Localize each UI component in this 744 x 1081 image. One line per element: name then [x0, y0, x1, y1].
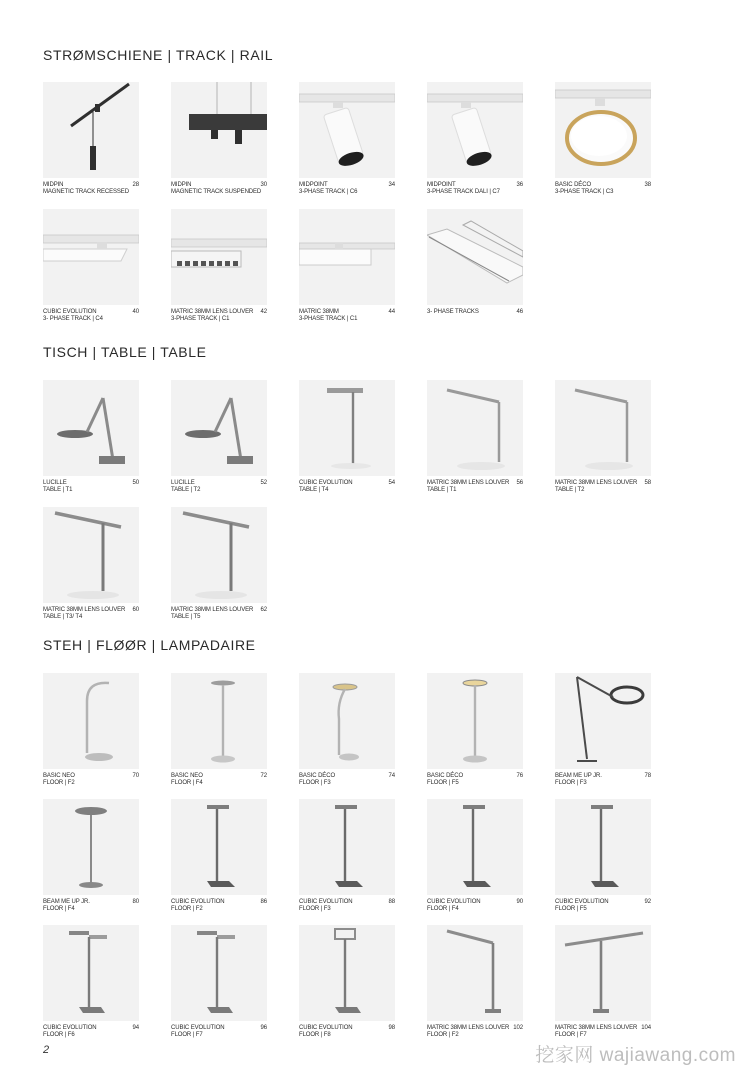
product-card	[299, 82, 395, 195]
product-name: CUBIC EVOLUTION	[43, 1025, 97, 1031]
product-name: CUBIC EVOLUTION	[299, 480, 353, 486]
product-page-number: 58	[644, 480, 651, 486]
product-page-number: 38	[644, 182, 651, 188]
product-name: LUCILLE	[43, 480, 67, 486]
product-variant: 3- PHASE TRACK | C4	[43, 315, 103, 322]
product-caption	[171, 773, 267, 786]
track-pendant-icon	[43, 82, 139, 178]
product-caption	[299, 1025, 395, 1038]
product-image	[427, 380, 523, 476]
product-card	[427, 380, 523, 493]
product-card	[555, 82, 651, 195]
product-page-number: 60	[132, 607, 139, 613]
section-title-track: STRØMSCHIENE | TRACK | RAIL	[43, 47, 274, 63]
product-page-number: 34	[388, 182, 395, 188]
product-caption	[43, 1025, 139, 1038]
product-image	[171, 209, 267, 305]
product-name: BASIC DÉCO	[555, 182, 592, 188]
product-variant: 3-PHASE TRACK | C6	[299, 188, 358, 195]
product-variant: FLOOR | F2	[427, 1031, 459, 1038]
product-card	[43, 82, 139, 195]
product-image	[555, 82, 651, 178]
product-page-number: 96	[260, 1025, 267, 1031]
product-caption	[427, 309, 523, 316]
floor-arc-icon	[43, 673, 139, 769]
product-variant: TABLE | T2	[171, 486, 201, 493]
product-image	[171, 82, 267, 178]
product-card	[555, 673, 651, 786]
product-page-number: 86	[260, 899, 267, 905]
product-caption	[555, 1025, 651, 1038]
product-card	[427, 209, 523, 316]
product-caption	[171, 182, 267, 195]
product-image	[299, 380, 395, 476]
product-variant: FLOOR | F4	[171, 779, 203, 786]
product-name: BEAM ME UP JR.	[43, 899, 90, 905]
product-name: CUBIC EVOLUTION	[171, 899, 225, 905]
product-name: MATRIC 38MM LENS LOUVER	[171, 309, 254, 315]
product-card	[171, 209, 267, 322]
product-card	[171, 925, 267, 1038]
product-name: BASIC DÉCO	[427, 773, 464, 779]
product-variant: FLOOR | F2	[171, 905, 203, 912]
product-card	[43, 380, 139, 493]
floor-cubic-dual-icon	[171, 925, 267, 1021]
product-page-number: 94	[132, 1025, 139, 1031]
product-variant: 3-PHASE TRACK DALI | C7	[427, 188, 500, 195]
section-title-floor: STEH | FLØØR | LAMPADAIRE	[43, 637, 256, 653]
product-page-number: 76	[516, 773, 523, 779]
product-variant: FLOOR | F5	[555, 905, 587, 912]
product-card	[43, 209, 139, 322]
product-image	[299, 673, 395, 769]
product-caption	[299, 773, 395, 786]
product-variant: TABLE | T3/ T4	[43, 613, 83, 620]
track-linear-icon	[299, 209, 395, 305]
product-caption	[171, 1025, 267, 1038]
product-card	[171, 507, 267, 620]
product-image	[43, 507, 139, 603]
product-page-number: 44	[388, 309, 395, 315]
product-image	[555, 673, 651, 769]
desk-lamp-icon	[171, 380, 267, 476]
product-variant: TABLE | T1	[427, 486, 457, 493]
desk-lamp-icon	[43, 380, 139, 476]
product-name: BASIC NEO	[171, 773, 203, 779]
product-name: MIDPIN	[43, 182, 64, 188]
product-name: BEAM ME UP JR.	[555, 773, 602, 779]
product-image	[171, 507, 267, 603]
product-name: MATRIC 38MM LENS LOUVER	[43, 607, 126, 613]
floor-matric-icon	[427, 925, 523, 1021]
track-panel-icon	[43, 209, 139, 305]
product-image	[427, 673, 523, 769]
track-spotlight-icon	[427, 82, 523, 178]
product-name: MATRIC 38MM LENS LOUVER	[171, 607, 254, 613]
product-image	[299, 82, 395, 178]
track-spotlight-icon	[299, 82, 395, 178]
product-caption	[299, 480, 395, 493]
floor-cubic-icon	[427, 799, 523, 895]
product-page-number: 42	[260, 309, 267, 315]
product-caption	[171, 899, 267, 912]
product-card	[427, 82, 523, 195]
product-name: CUBIC EVOLUTION	[555, 899, 609, 905]
product-variant: FLOOR | F7	[555, 1031, 587, 1038]
product-image	[299, 799, 395, 895]
product-image	[43, 209, 139, 305]
product-card	[43, 673, 139, 786]
product-page-number: 56	[516, 480, 523, 486]
product-page-number: 30	[260, 182, 267, 188]
product-page-number: 62	[260, 607, 267, 613]
product-name: MIDPIN	[171, 182, 192, 188]
product-caption	[555, 773, 651, 786]
floor-disc-icon	[171, 673, 267, 769]
floor-arc-deco-icon	[299, 673, 395, 769]
watermark: 挖家网 wajiawang.com	[535, 1045, 736, 1066]
product-name: MIDPOINT	[427, 182, 456, 188]
floor-disc-deco-icon	[427, 673, 523, 769]
track-louver-icon	[171, 209, 267, 305]
product-caption	[43, 899, 139, 912]
product-variant: MAGNETIC TRACK SUSPENDED	[171, 188, 262, 195]
product-image	[427, 209, 523, 305]
product-card	[171, 673, 267, 786]
floor-ring-icon	[43, 799, 139, 895]
product-variant: FLOOR | F3	[299, 905, 331, 912]
product-variant: FLOOR | F3	[299, 779, 331, 786]
product-name: CUBIC EVOLUTION	[299, 899, 353, 905]
product-variant: FLOOR | F6	[43, 1031, 75, 1038]
product-caption	[171, 607, 267, 620]
product-name: BASIC DÉCO	[299, 773, 336, 779]
product-caption	[427, 182, 523, 195]
product-name: LUCILLE	[171, 480, 195, 486]
product-page-number: 70	[132, 773, 139, 779]
product-image	[171, 925, 267, 1021]
product-caption	[43, 480, 139, 493]
product-name: MATRIC 38MM	[299, 309, 339, 315]
product-page-number: 46	[516, 309, 523, 315]
product-page-number: 102	[513, 1025, 523, 1031]
product-page-number: 98	[388, 1025, 395, 1031]
product-page-number: 74	[388, 773, 395, 779]
product-caption	[171, 480, 267, 493]
product-name: CUBIC EVOLUTION	[43, 309, 97, 315]
product-image	[43, 380, 139, 476]
product-caption	[555, 899, 651, 912]
product-caption	[299, 309, 395, 322]
product-card	[299, 380, 395, 493]
product-image	[427, 799, 523, 895]
product-card	[299, 799, 395, 912]
product-caption	[43, 182, 139, 195]
product-caption	[427, 773, 523, 786]
table-matric-t-icon	[43, 507, 139, 603]
product-page-number: 80	[132, 899, 139, 905]
product-image	[171, 673, 267, 769]
product-variant: FLOOR | F4	[427, 905, 459, 912]
product-card	[171, 799, 267, 912]
product-card	[427, 673, 523, 786]
product-variant: 3-PHASE TRACK | C1	[299, 315, 358, 322]
product-variant: 3-PHASE TRACK | C1	[171, 315, 230, 322]
product-card	[299, 209, 395, 322]
product-caption	[299, 899, 395, 912]
product-card	[299, 925, 395, 1038]
product-image	[43, 82, 139, 178]
product-caption	[555, 480, 651, 493]
product-card	[555, 380, 651, 493]
product-caption	[43, 773, 139, 786]
product-page-number: 92	[644, 899, 651, 905]
product-caption	[427, 899, 523, 912]
product-caption	[43, 607, 139, 620]
product-image	[43, 925, 139, 1021]
section-title-table: TISCH | TABLE | TABLE	[43, 344, 207, 360]
product-variant: FLOOR | F2	[43, 779, 75, 786]
product-caption	[43, 309, 139, 322]
product-name: CUBIC EVOLUTION	[427, 899, 481, 905]
product-image	[427, 925, 523, 1021]
track-disc-icon	[555, 82, 651, 178]
product-image	[43, 673, 139, 769]
floor-cubic-dual-icon	[43, 925, 139, 1021]
rail-profile-icon	[427, 209, 523, 305]
floor-cubic-icon	[555, 799, 651, 895]
product-page-number: 88	[388, 899, 395, 905]
product-variant: TABLE | T4	[299, 486, 329, 493]
product-name: MATRIC 38MM LENS LOUVER	[555, 1025, 638, 1031]
product-name: MATRIC 38MM LENS LOUVER	[555, 480, 638, 486]
product-variant: FLOOR | F8	[299, 1031, 331, 1038]
product-name: BASIC NEO	[43, 773, 75, 779]
product-caption	[299, 182, 395, 195]
product-image	[299, 925, 395, 1021]
product-card	[171, 82, 267, 195]
product-page-number: 50	[132, 480, 139, 486]
product-name: MATRIC 38MM LENS LOUVER	[427, 1025, 510, 1031]
product-card	[43, 507, 139, 620]
table-cubic-icon	[299, 380, 395, 476]
product-name: MATRIC 38MM LENS LOUVER	[427, 480, 510, 486]
product-card	[427, 799, 523, 912]
product-caption	[427, 480, 523, 493]
product-page-number: 28	[132, 182, 139, 188]
product-variant: TABLE | T1	[43, 486, 73, 493]
product-variant: FLOOR | F4	[43, 905, 75, 912]
product-variant: FLOOR | F5	[427, 779, 459, 786]
table-matric-t-icon	[171, 507, 267, 603]
product-card	[427, 925, 523, 1038]
product-card	[43, 799, 139, 912]
product-caption	[171, 309, 267, 322]
product-variant: FLOOR | F7	[171, 1031, 203, 1038]
product-card	[555, 925, 651, 1038]
product-caption	[427, 1025, 523, 1038]
product-name: MIDPOINT	[299, 182, 328, 188]
product-page-number: 90	[516, 899, 523, 905]
product-caption	[555, 182, 651, 195]
product-name: 3- PHASE TRACKS	[427, 309, 479, 315]
product-card	[555, 799, 651, 912]
product-page-number: 104	[641, 1025, 651, 1031]
product-image	[43, 799, 139, 895]
suspended-track-icon	[171, 82, 267, 178]
product-variant: TABLE | T5	[171, 613, 201, 620]
floor-matric-t-icon	[555, 925, 651, 1021]
product-page-number: 52	[260, 480, 267, 486]
product-page-number: 78	[644, 773, 651, 779]
product-variant: TABLE | T2	[555, 486, 585, 493]
product-image	[555, 925, 651, 1021]
product-image	[555, 799, 651, 895]
product-page-number: 54	[388, 480, 395, 486]
floor-cubic-quad-icon	[299, 925, 395, 1021]
floor-cubic-icon	[299, 799, 395, 895]
product-page-number: 40	[132, 309, 139, 315]
table-matric-icon	[427, 380, 523, 476]
product-card	[299, 673, 395, 786]
product-page-number: 72	[260, 773, 267, 779]
product-name: CUBIC EVOLUTION	[299, 1025, 353, 1031]
product-variant: MAGNETIC TRACK RECESSED	[43, 188, 129, 195]
product-page-number: 36	[516, 182, 523, 188]
product-image	[171, 799, 267, 895]
product-card	[43, 925, 139, 1038]
floor-ring-arm-icon	[555, 673, 651, 769]
product-name: CUBIC EVOLUTION	[171, 1025, 225, 1031]
product-image	[555, 380, 651, 476]
floor-cubic-icon	[171, 799, 267, 895]
product-image	[427, 82, 523, 178]
product-card	[171, 380, 267, 493]
page-number: 2	[43, 1044, 50, 1056]
product-image	[171, 380, 267, 476]
product-variant: FLOOR | F3	[555, 779, 587, 786]
product-image	[299, 209, 395, 305]
table-matric-icon	[555, 380, 651, 476]
product-variant: 3-PHASE TRACK | C3	[555, 188, 614, 195]
